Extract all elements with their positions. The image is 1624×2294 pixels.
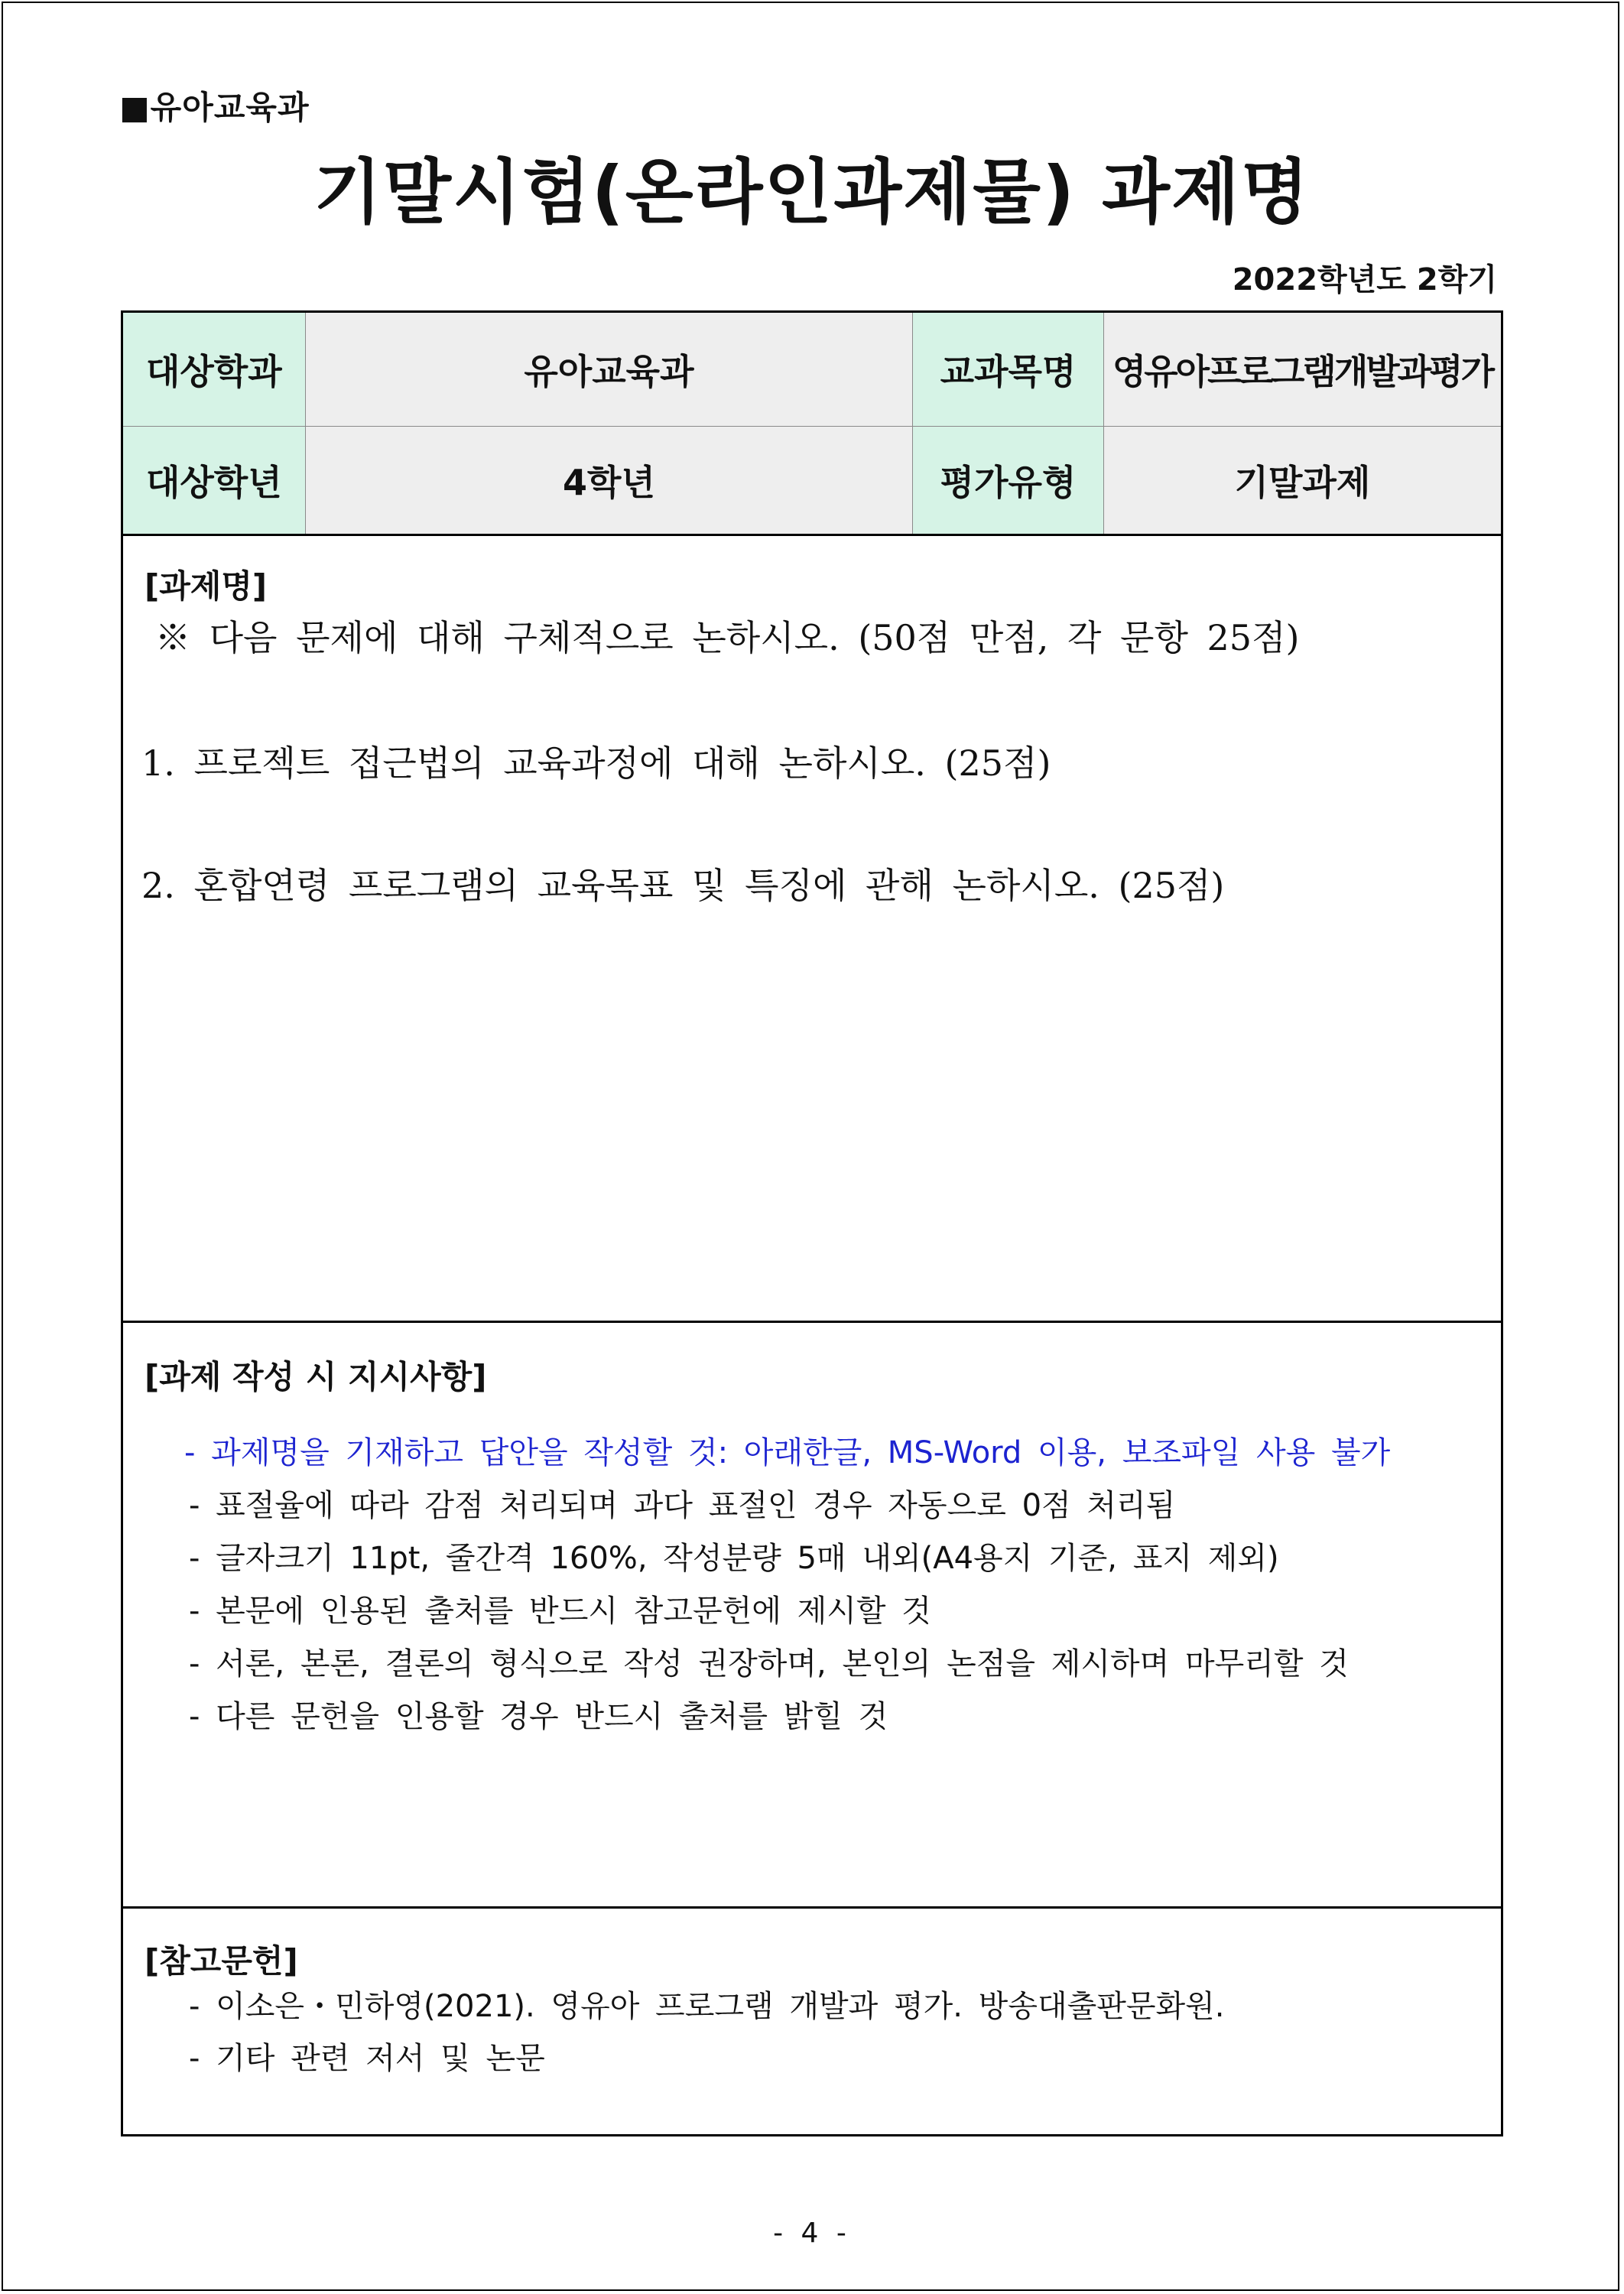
instruction-item: - 본문에 인용된 출처를 반드시 참고문헌에 제시할 것 xyxy=(189,1594,931,1629)
course-header-cell: 교과목명 xyxy=(913,312,1104,427)
department-value-cell: 유아교육과 xyxy=(305,312,913,427)
department-header-cell: 대상학과 xyxy=(122,312,306,427)
references-section xyxy=(121,1909,1503,2136)
references-heading: [참고문헌] xyxy=(145,1942,298,1980)
department-label: ■유아교육과 xyxy=(119,89,310,126)
instruction-item: - 표절율에 따라 감점 처리되며 과다 표절인 경우 자동으로 0점 처리됨 xyxy=(189,1488,1176,1523)
instructions-heading: [과제 작성 시 지시사항] xyxy=(145,1358,487,1396)
assignment-section xyxy=(121,534,1503,1323)
reference-item: - 기타 관련 저서 및 논문 xyxy=(189,2041,545,2076)
assignment-notice: ※ 다음 문제에 대해 구체적으로 논하시오. (50점 만점, 각 문항 25점) xyxy=(155,617,1300,658)
grade-value-cell: 4학년 xyxy=(305,427,913,535)
question-1: 1. 프로젝트 접근법의 교육과정에 대해 논하시오. (25점) xyxy=(141,742,1051,784)
references-list xyxy=(189,1980,1225,2084)
instruction-item: - 과제명을 기재하고 답안을 작성할 것: 아래한글, MS-Word 이용, 보조파일 사용 불가 xyxy=(184,1435,1391,1470)
instructions-list xyxy=(184,1427,1390,1743)
grade-header-cell: 대상학년 xyxy=(122,427,306,535)
instruction-item: - 서론, 본론, 결론의 형식으로 작성 권장하며, 본인의 논점을 제시하며 마무리할 것 xyxy=(189,1646,1349,1682)
reference-item: - 이소은・민하영(2021). 영유아 프로그램 개발과 평가. 방송대출판문화원. xyxy=(189,1989,1225,2024)
instruction-item: - 다른 문헌을 인용할 경우 반드시 출처를 밝힐 것 xyxy=(189,1699,888,1734)
eval-type-header-cell: 평가유형 xyxy=(913,427,1104,535)
eval-type-value-cell: 기말과제 xyxy=(1103,427,1502,535)
info-row-department xyxy=(122,312,1502,427)
instruction-item: - 글자크기 11pt, 줄간격 160%, 작성분량 5매 내외(A4용지 기준, 표지 제외) xyxy=(189,1541,1279,1576)
document-title: 기말시험(온라인과제물) 과제명 xyxy=(313,151,1311,233)
course-info-table xyxy=(121,310,1503,536)
info-row-grade xyxy=(122,427,1502,535)
semester-label: 2022학년도 2학기 xyxy=(1232,262,1497,297)
assignment-heading: [과제명] xyxy=(145,567,268,605)
course-value-cell: 영유아프로그램개발과평가 xyxy=(1103,312,1502,427)
page-number: - 4 - xyxy=(773,2218,851,2249)
question-2: 2. 혼합연령 프로그램의 교육목표 및 특징에 관해 논하시오. (25점) xyxy=(141,865,1225,906)
instructions-section xyxy=(121,1323,1503,1909)
